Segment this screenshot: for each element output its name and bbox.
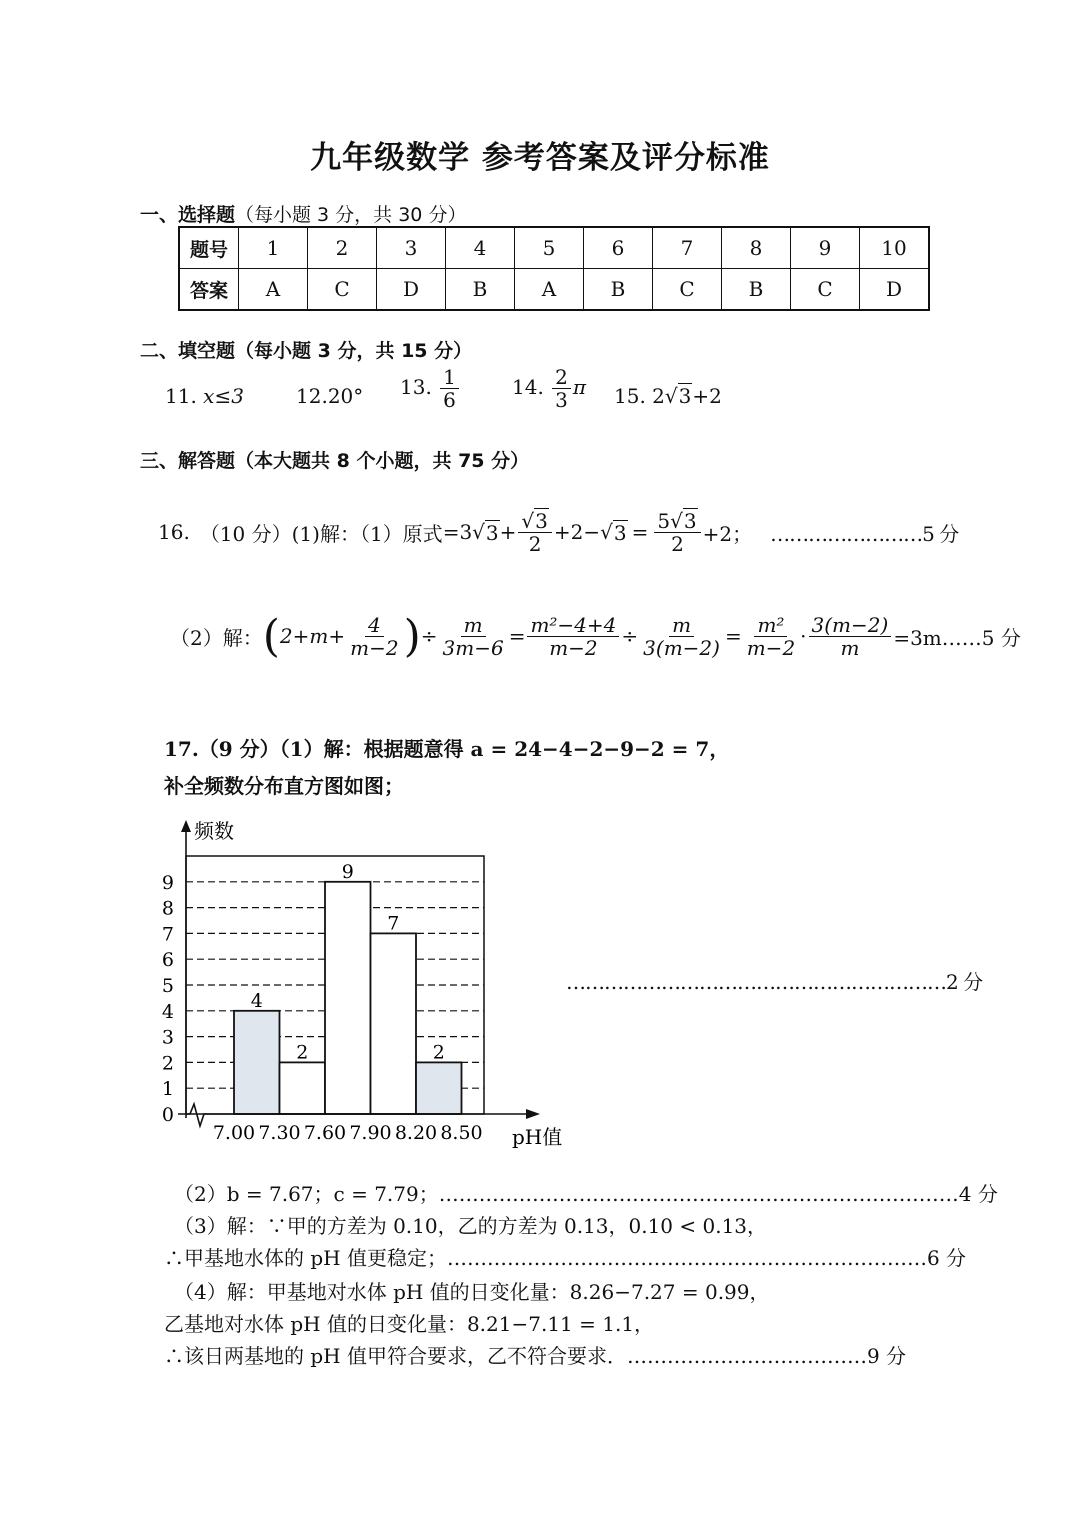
x-tick-label: 8.50 bbox=[440, 1122, 483, 1144]
q12-answer: 20° bbox=[327, 384, 364, 408]
answer-cell: C bbox=[308, 269, 377, 311]
x-tick-label: 7.30 bbox=[258, 1122, 301, 1144]
q16-p2-frac3-num: m²−4+4 bbox=[527, 614, 619, 637]
q16-p2-frac5-den: m−2 bbox=[746, 635, 796, 660]
q16-p1-frac2-den: 2 bbox=[671, 531, 684, 556]
q16-p2-frac1-num: 4 bbox=[365, 614, 384, 637]
x-tick-label: 7.00 bbox=[212, 1122, 256, 1144]
question-number: 9 bbox=[791, 227, 860, 269]
q16-p2-divide2: ÷ bbox=[621, 624, 639, 648]
histogram-bar bbox=[371, 933, 417, 1114]
q13-label: 13. bbox=[400, 375, 432, 399]
q16-p2-dot: · bbox=[800, 624, 807, 648]
y-tick-label: 9 bbox=[161, 871, 174, 894]
y-tick-label: 1 bbox=[161, 1078, 174, 1101]
x-tick-label: 8.20 bbox=[394, 1122, 438, 1144]
q17-part4-line3: ∴该日两基地的 pH 值甲符合要求，乙不符合要求．………………………………9 分 bbox=[164, 1344, 907, 1368]
q17-part3-line2: ∴甲基地水体的 pH 值更稳定；………………………………………………………………6 分 bbox=[164, 1246, 967, 1270]
y-axis-arrow bbox=[181, 820, 191, 832]
x-axis-title: pH值 bbox=[512, 1125, 563, 1149]
bar-value-label: 2 bbox=[296, 1041, 309, 1064]
answer-cell: B bbox=[446, 269, 515, 311]
fill-answer-14 bbox=[512, 366, 586, 411]
histogram-bar bbox=[416, 1062, 462, 1114]
histogram-bar bbox=[280, 1062, 326, 1114]
q16-p2-frac6-num: 3(m−2) bbox=[809, 614, 892, 637]
question-number: 10 bbox=[860, 227, 930, 269]
row-label-question: 题号 bbox=[179, 227, 239, 269]
q16-p2-frac5-num: m² bbox=[754, 614, 787, 637]
q16-p2-divide: ÷ bbox=[420, 624, 438, 648]
q16-p2-result: =3m……5 分 bbox=[893, 625, 1021, 650]
q11-answer: x≤3 bbox=[203, 384, 244, 408]
answer-cell: C bbox=[791, 269, 860, 311]
q13-numerator: 1 bbox=[440, 366, 459, 389]
q16-part2 bbox=[170, 600, 1021, 672]
fill-answer-11 bbox=[165, 384, 244, 408]
q15-constant: +2 bbox=[692, 384, 722, 408]
bar-value-label: 2 bbox=[432, 1041, 445, 1064]
q15-coefficient: 2 bbox=[652, 384, 665, 408]
chart-score: ……………………………………………………2 分 bbox=[566, 970, 983, 994]
q16-p2-equals2: = bbox=[724, 624, 742, 648]
q16-p2-frac4-den: 3(m−2) bbox=[643, 635, 720, 660]
q16-p2-intro: （2）解： bbox=[170, 625, 263, 650]
section3-heading: 三、解答题（本大题共 8 个小题，共 75 分） bbox=[140, 450, 530, 472]
q16-p1-plus: + bbox=[499, 520, 517, 544]
q17-line2: 补全频数分布直方图如图； bbox=[164, 774, 404, 798]
answer-cell: D bbox=[377, 269, 446, 311]
section1-heading bbox=[140, 200, 466, 227]
row-label-answer: 答案 bbox=[179, 269, 239, 311]
bar-value-label: 9 bbox=[341, 860, 354, 883]
page-title: 九年级数学 参考答案及评分标准 bbox=[310, 140, 770, 176]
y-tick-label: 5 bbox=[161, 975, 174, 997]
q15-radicand: 3 bbox=[678, 384, 692, 408]
q14-numerator: 2 bbox=[552, 366, 571, 389]
question-number: 2 bbox=[308, 227, 377, 269]
answer-cell: B bbox=[722, 269, 791, 311]
q16-points: （10 分） bbox=[199, 521, 292, 546]
question-number: 7 bbox=[653, 227, 722, 269]
y-axis-title: 频数 bbox=[194, 819, 234, 843]
y-tick-label: 2 bbox=[161, 1052, 174, 1075]
q16-p1-frac2-coef: 5 bbox=[657, 508, 671, 533]
bar-value-label: 4 bbox=[250, 989, 263, 1012]
q16-label: 16. bbox=[158, 520, 190, 544]
q14-denominator: 3 bbox=[555, 388, 568, 412]
section2-heading: 二、填空题（每小题 3 分，共 15 分） bbox=[140, 340, 473, 362]
question-number: 3 bbox=[377, 227, 446, 269]
answer-cell: C bbox=[653, 269, 722, 311]
q16-p2-paren-close: ) bbox=[403, 610, 421, 662]
y-tick-label: 7 bbox=[161, 923, 174, 946]
q16-p1-tail: +2； bbox=[702, 521, 753, 546]
bar-value-label: 7 bbox=[387, 912, 400, 935]
histogram-chart bbox=[150, 812, 600, 1157]
question-number: 4 bbox=[446, 227, 515, 269]
histogram-bar bbox=[234, 1011, 280, 1114]
y-tick-label: 6 bbox=[161, 949, 174, 972]
answer-table-answer-row bbox=[179, 269, 929, 311]
q11-label: 11. bbox=[165, 384, 197, 408]
x-tick-label: 7.60 bbox=[303, 1122, 347, 1144]
q16-p2-frac3-den: m−2 bbox=[549, 635, 598, 660]
q16-p2-paren-open: ( bbox=[262, 610, 280, 662]
q16-p1-frac2-radicand: 3 bbox=[683, 508, 697, 533]
y-tick-label: 0 bbox=[161, 1104, 174, 1126]
fill-answer-13 bbox=[400, 366, 461, 411]
q16-p2-term: 2+m+ bbox=[279, 624, 346, 648]
q16-p1-expr: =3 bbox=[442, 520, 473, 544]
x-axis-arrow bbox=[526, 1109, 540, 1119]
q15-label: 15. bbox=[614, 384, 646, 408]
q16-p2-equals1: = bbox=[508, 624, 526, 648]
q16-p2-frac4-num: m bbox=[669, 614, 694, 637]
y-tick-label: 4 bbox=[161, 1000, 174, 1023]
q17-line1: 17.（9 分）（1）解：根据题意得 a = 24−4−2−9−2 = 7， bbox=[164, 737, 730, 761]
fill-answer-12 bbox=[296, 384, 363, 408]
fill-answer-15: 15. 2√3+2 bbox=[614, 384, 722, 408]
answer-cell: D bbox=[860, 269, 930, 311]
q16-p1-radicand: 3 bbox=[485, 520, 499, 545]
q16-part1: 16. （10 分） (1)解：（1）原式 =3 √ 3 + $\frac{√3}{2}$ +2− √ 3 = $\frac{5√3}{2}$ +2； ……………………5 分 bbox=[158, 508, 959, 556]
q17-part2: （2）b = 7.67；c = 7.79；……………………………………………………………………4 分 bbox=[174, 1182, 998, 1206]
q16-p1-expr2: +2− bbox=[553, 520, 601, 544]
question-number: 5 bbox=[515, 227, 584, 269]
q14-pi: π bbox=[572, 375, 587, 399]
q16-p1-intro: (1)解：（1）原式 bbox=[291, 521, 443, 546]
answer-table-number-row bbox=[179, 227, 929, 269]
section1-title: 一、选择题 bbox=[140, 204, 236, 226]
q16-p1-score: ……………………5 分 bbox=[770, 521, 959, 546]
q14-label: 14. bbox=[512, 375, 544, 399]
answer-cell: A bbox=[239, 269, 308, 311]
q16-p2-frac2-den: 3m−6 bbox=[442, 635, 504, 660]
q12-label: 12. bbox=[296, 384, 328, 408]
y-tick-label: 3 bbox=[161, 1026, 174, 1049]
x-tick-label: 7.90 bbox=[349, 1122, 392, 1144]
answer-cell: A bbox=[515, 269, 584, 311]
question-number: 6 bbox=[584, 227, 653, 269]
q16-p1-frac-num: 3 bbox=[535, 508, 548, 533]
answer-cell: B bbox=[584, 269, 653, 311]
q16-p2-frac2-num: m bbox=[461, 614, 486, 637]
q17-part4-line1: （4）解：甲基地对水体 pH 值的日变化量：8.26−7.27 = 0.99， bbox=[174, 1280, 770, 1304]
answer-table bbox=[178, 226, 930, 311]
q17-part4-line2: 乙基地对水体 pH 值的日变化量：8.21−7.11 = 1.1， bbox=[164, 1312, 655, 1336]
histogram-bar bbox=[325, 882, 371, 1114]
y-tick-label: 8 bbox=[161, 897, 174, 920]
q16-p1-frac-den: 2 bbox=[528, 531, 542, 556]
question-number: 1 bbox=[239, 227, 308, 269]
q13-denominator: 6 bbox=[443, 388, 456, 412]
q16-p1-equals: = bbox=[631, 520, 649, 544]
q16-p1-radicand2: 3 bbox=[613, 520, 627, 545]
q16-p2-frac6-den: m bbox=[840, 635, 860, 660]
q16-p2-frac1-den: m−2 bbox=[350, 635, 399, 660]
question-number: 8 bbox=[722, 227, 791, 269]
section1-note: （每小题 3 分，共 30 分） bbox=[235, 204, 467, 226]
q17-part3-line1: （3）解：∵甲的方差为 0.10，乙的方差为 0.13，0.10 < 0.13， bbox=[174, 1214, 768, 1238]
